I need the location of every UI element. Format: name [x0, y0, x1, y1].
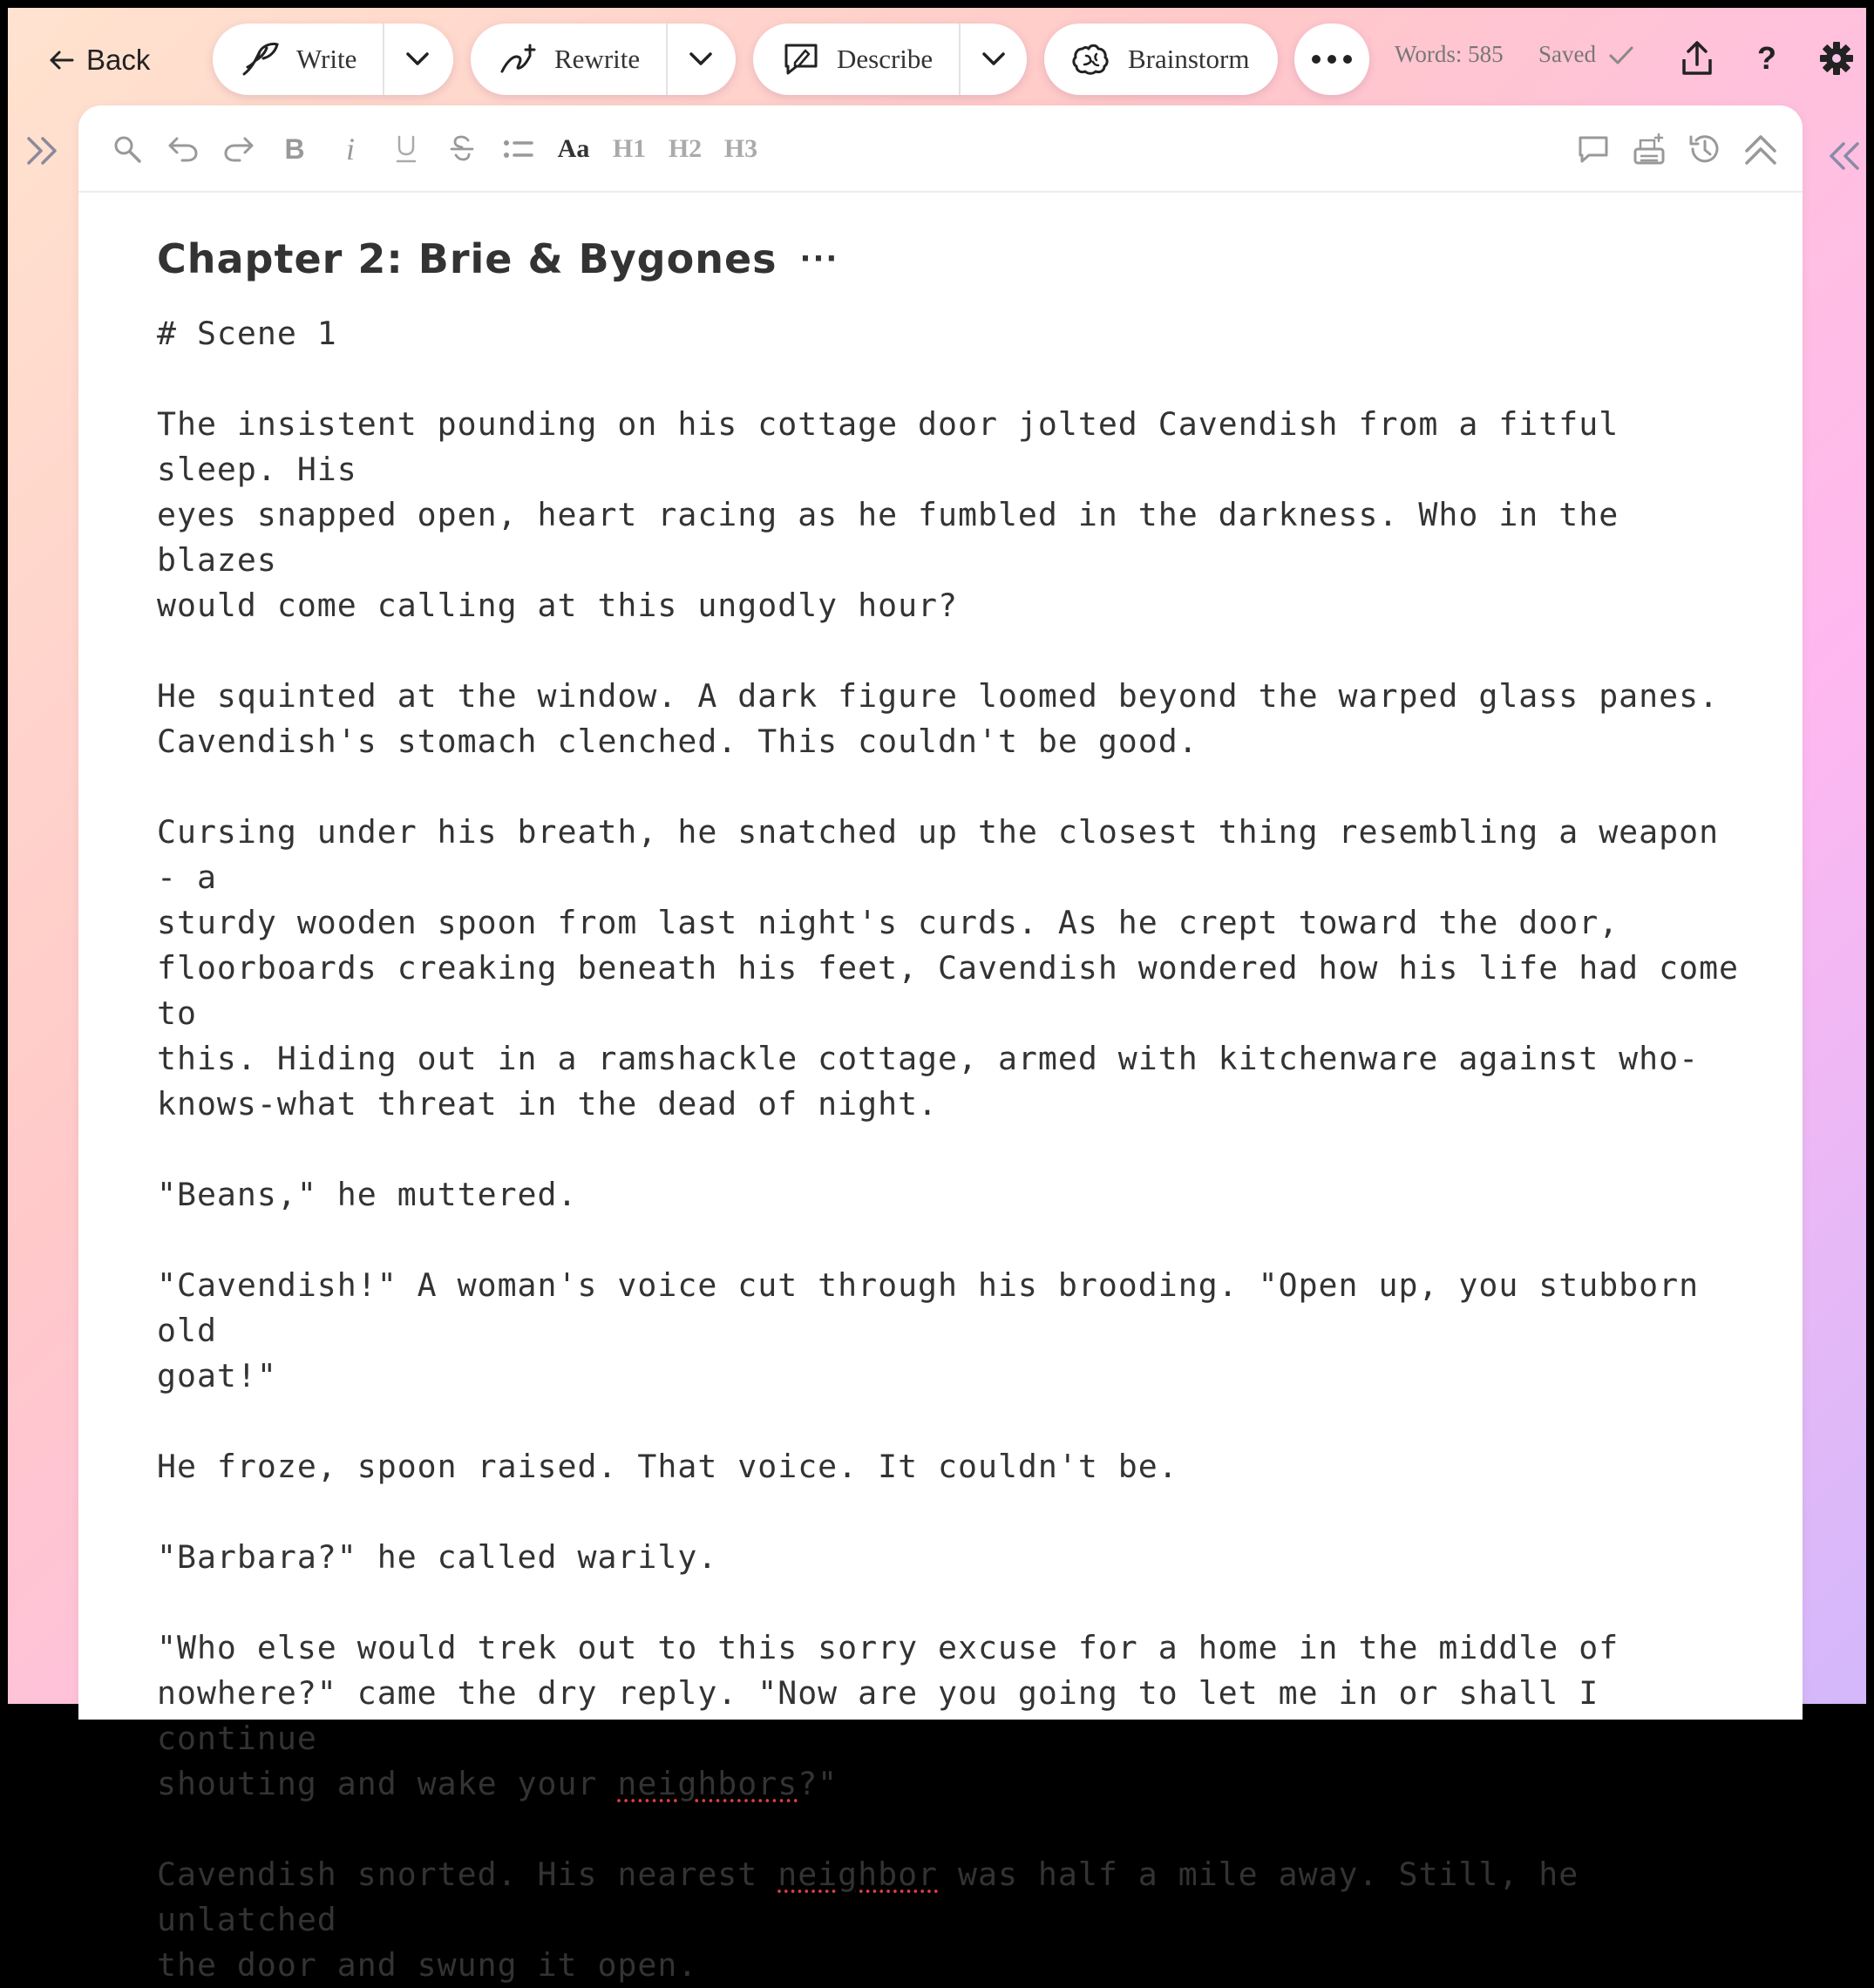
quill-icon [241, 41, 281, 78]
bullet-list-button[interactable] [499, 130, 537, 168]
heading-1-button[interactable]: H1 [612, 134, 647, 163]
describe-group [753, 24, 1027, 95]
find-button[interactable] [108, 130, 146, 168]
share-upload-icon [1680, 40, 1714, 77]
more-tools-button[interactable] [1294, 24, 1369, 95]
typewriter-icon [1632, 132, 1667, 166]
redo-button[interactable] [220, 130, 258, 168]
paragraph-text: ?" [798, 1765, 839, 1802]
top-bar [8, 8, 1866, 112]
paragraph: Cursing under his breath, he snatched up the closest thing resembling a weapon - a sturdy wooden spoon from last night's curds. As he crept toward the door, floorboards creaking beneath his feet, Cavendish wondered how his life had come to this. Hiding out in a ramshackle cottage, armed with kitchenware against who- knows-what threat in the dead of night. [157, 813, 1740, 1123]
comment-icon [1577, 134, 1610, 164]
paragraph-text: Cavendish snorted. His nearest [157, 1856, 778, 1893]
question-mark-icon: ? [1757, 40, 1776, 76]
heading-2-button[interactable]: H2 [668, 134, 703, 163]
scene-heading: # Scene 1 [157, 315, 337, 352]
typewriter-button[interactable] [1630, 130, 1668, 168]
paragraph: He squinted at the window. A dark figure loomed beyond the warped glass panes. Cavendish's stomach clenched. This couldn't be good. [157, 677, 1720, 760]
write-label: Write [296, 44, 357, 74]
paragraph-text: "Who else would trek out to this sorry excuse for a home in the middle of nowhere?" came the dry reply. "Now are you going to let me in or shall I continue shouting and wake your [157, 1629, 1619, 1802]
chapter-title[interactable]: Chapter 2: Brie & Bygones [157, 235, 777, 282]
back-button[interactable] [48, 34, 150, 86]
document-body[interactable] [157, 233, 1743, 1988]
expand-left-panel-button[interactable] [25, 135, 64, 173]
chevron-down-icon [689, 51, 713, 67]
paragraph-text: was half a mile away. Still, he unlatched the door and swung it open. [157, 1856, 1579, 1984]
paragraph: He froze, spoon raised. That voice. It couldn't be. [157, 1448, 1178, 1485]
search-icon [112, 134, 142, 164]
redo-icon [222, 135, 255, 163]
word-count: Words: 585 [1395, 41, 1504, 67]
bold-button[interactable] [275, 130, 314, 168]
rewrite-button[interactable] [471, 24, 666, 95]
double-chevron-left-icon [1826, 140, 1861, 172]
chapter-menu-button[interactable]: ··· [799, 241, 839, 276]
brain-icon [1072, 42, 1112, 77]
undo-button[interactable] [164, 130, 202, 168]
undo-icon [166, 135, 200, 163]
checkmark-icon [1608, 44, 1634, 65]
misspelled-word[interactable]: neighbors [617, 1765, 798, 1802]
rewrite-options-button[interactable] [668, 24, 734, 95]
brainstorm-label: Brainstorm [1128, 44, 1250, 74]
paragraph [157, 1852, 1743, 1988]
rewrite-group [471, 24, 736, 95]
underline-icon [393, 133, 419, 165]
expand-right-panel-button[interactable] [1826, 140, 1864, 179]
bold-icon: B [284, 132, 305, 165]
italic-button[interactable] [331, 130, 370, 168]
paragraph: "Barbara?" he called warily. [157, 1538, 718, 1576]
write-button[interactable] [213, 24, 383, 95]
list-icon [502, 136, 533, 162]
italic-icon: i [345, 132, 355, 166]
arrow-left-icon [48, 50, 74, 71]
save-status-label: Saved [1538, 41, 1596, 67]
double-chevron-right-icon [25, 135, 60, 166]
underline-button[interactable] [387, 130, 425, 168]
speech-bubble-pen-icon [781, 40, 821, 78]
chevron-down-icon [405, 51, 430, 67]
write-options-button[interactable] [384, 24, 451, 95]
double-chevron-up-icon [1743, 132, 1778, 166]
font-style-button[interactable]: Aa [557, 134, 590, 163]
write-group [213, 24, 453, 95]
more-horizontal-icon [1311, 54, 1353, 64]
settings-button[interactable] [1816, 37, 1857, 79]
strikethrough-icon [449, 133, 475, 165]
strikethrough-button[interactable] [443, 130, 481, 168]
paragraph [157, 1625, 1743, 1807]
export-button[interactable] [1676, 37, 1718, 79]
paragraph: "Beans," he muttered. [157, 1176, 578, 1213]
chevron-down-icon [981, 51, 1006, 67]
gear-icon [1819, 41, 1854, 76]
magic-pen-icon [499, 42, 539, 77]
help-button[interactable] [1746, 37, 1788, 79]
describe-options-button[interactable] [961, 24, 1027, 95]
format-toolbar [78, 105, 1803, 193]
editor-panel [78, 105, 1803, 1984]
comments-button[interactable] [1574, 130, 1613, 168]
collapse-toolbar-button[interactable] [1742, 130, 1780, 168]
paragraph: The insistent pounding on his cottage door jolted Cavendish from a fitful sleep. His eyes snapped open, heart racing as he fumbled in the darkness. Who in the blazes would come calling at this ungodly hour? [157, 405, 1619, 624]
misspelled-word[interactable]: neighbor [777, 1856, 939, 1893]
brainstorm-button[interactable] [1044, 24, 1276, 95]
save-status [1538, 41, 1634, 68]
describe-button[interactable] [753, 24, 959, 95]
history-button[interactable] [1686, 130, 1724, 168]
chapter-title-row [157, 233, 1743, 285]
rewrite-label: Rewrite [554, 44, 641, 74]
back-label: Back [86, 44, 151, 76]
describe-label: Describe [837, 44, 934, 74]
heading-3-button[interactable]: H3 [723, 134, 758, 163]
paragraph: "Cavendish!" A woman's voice cut through his brooding. "Open up, you stubborn old goat!" [157, 1266, 1700, 1394]
brainstorm-group [1044, 24, 1278, 95]
clock-history-icon [1687, 132, 1722, 166]
